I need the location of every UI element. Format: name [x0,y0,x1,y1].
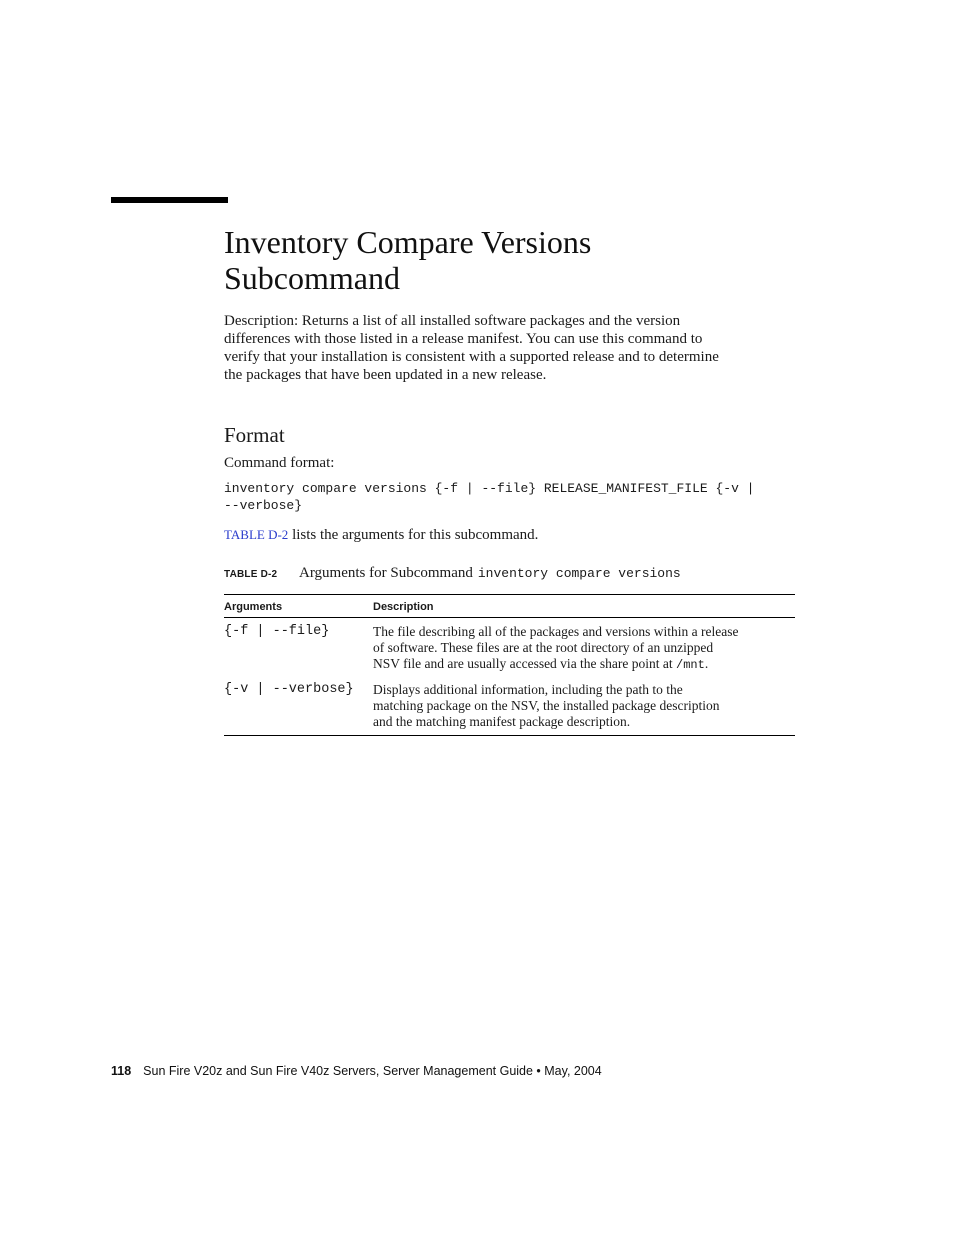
arguments-table [224,594,795,736]
description-cell-line: NSV file and are usually accessed via the share point at [373,656,677,671]
section-heading-format: Format [224,423,285,447]
table-caption-code: inventory compare versions [477,566,681,581]
table-reference-link[interactable]: TABLE D-2 [224,527,289,542]
table-reference-text: lists the arguments for this subcommand. [288,527,539,543]
page-number: 118 [111,1064,132,1078]
table-caption-text: Arguments for Subcommand [299,565,473,581]
description-line: differences with those listed in a release manifest. You can use this command to [224,331,703,347]
column-header-description: Description [373,595,795,618]
table-row [224,618,795,678]
page-content [224,224,796,736]
page-title-line-2: Subcommand [224,260,400,296]
description-cell-code: /mnt [676,658,705,672]
command-format-label: Command format: [224,455,335,471]
table-caption [224,564,796,584]
column-header-arguments: Arguments [224,595,373,618]
page-title-line-1: Inventory Compare Versions [224,224,592,260]
description-line: the packages that have been updated in a new release. [224,367,547,383]
description-cell-line: of software. These files are at the root directory of an unzipped [373,640,714,655]
table-reference-sentence [224,526,796,544]
table-caption-label: TABLE D-2 [224,569,278,580]
description-cell-line: Displays additional information, including the path to the [373,682,683,697]
command-code-line: --verbose} [224,498,303,513]
argument-cell: {-v | --verbose} [224,682,354,697]
argument-cell: {-f | --file} [224,624,330,639]
command-code-line: inventory compare versions {-f | --file} RELEASE_MANIFEST_FILE {-v | [224,481,755,496]
table-header-row [224,595,795,618]
description-cell [373,677,795,736]
description-cell-line: and the matching manifest package description. [373,714,631,729]
description-cell-punct: . [704,656,709,671]
description-line: Description: Returns a list of all installed software packages and the version [224,313,681,329]
description-cell-line: matching package on the NSV, the installed package description [373,698,720,713]
description-paragraph [224,312,796,384]
description-cell-line: The file describing all of the packages and versions within a release [373,624,739,639]
command-format-code [224,480,796,514]
description-line: verify that your installation is consistent with a supported release and to determine [224,349,719,365]
page-footer [111,1064,602,1078]
footer-text: Sun Fire V20z and Sun Fire V40z Servers, Server Management Guide • May, 2004 [143,1064,602,1078]
table-row [224,677,795,736]
description-cell [373,618,795,678]
chapter-rule [111,197,228,203]
page-title [224,224,796,296]
